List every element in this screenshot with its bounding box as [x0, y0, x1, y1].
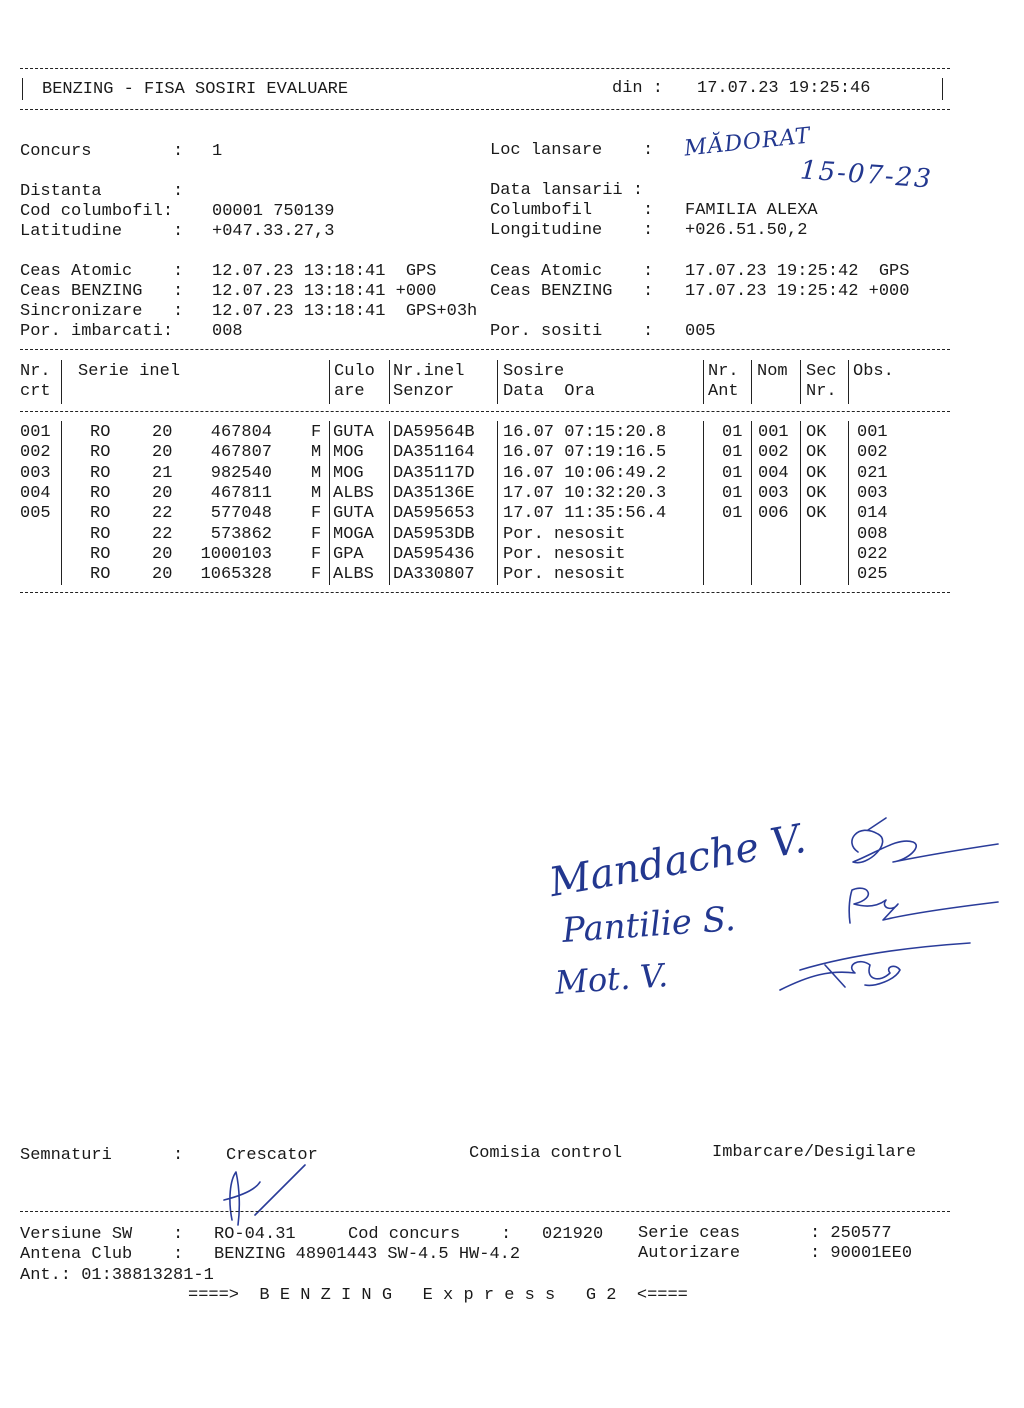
signature-scribble-1 — [838, 812, 1008, 882]
cell-nom: 002 — [758, 443, 789, 463]
table-bottom-dashed-line — [20, 592, 950, 593]
cell-color: GUTA — [333, 423, 374, 442]
cell-ring: 573862 — [210, 524, 272, 544]
signature-name-3: Mot. V. — [553, 956, 670, 1002]
cell-sex: F — [311, 524, 322, 544]
cell-obs: 001 — [857, 423, 888, 442]
sincronizare-value: 12.07.23 13:18:41 GPS+03h — [212, 302, 478, 321]
benzing-express-banner: ====> B E N Z I N G E x p r e s s G 2 <==== — [188, 1286, 688, 1305]
date-label: din : — [612, 79, 664, 98]
cell-obs: 025 — [857, 565, 888, 585]
autorizare-label: Autorizare — [638, 1244, 741, 1263]
cell-sec: OK — [806, 463, 827, 483]
versiune-value: RO-04.31 — [214, 1225, 296, 1244]
cell-nr: 001 — [20, 423, 51, 442]
cell-sensor: DA35117D — [393, 463, 475, 483]
cell-nr: 005 — [20, 504, 51, 524]
columbofil-value: FAMILIA ALEXA — [685, 201, 818, 220]
body-sep-ant — [751, 421, 752, 585]
th-nr: Nr. — [20, 362, 51, 381]
ceas-atomic-end-value: 17.07.23 19:25:42 GPS — [685, 262, 910, 281]
signature-name-1: Mandache V. — [545, 815, 810, 907]
cell-arrival: 17.07 11:35:56.4 — [503, 504, 667, 524]
cell-nom: 004 — [758, 463, 789, 483]
longitudine-value: +026.51.50,2 — [685, 221, 808, 240]
th-are: are — [334, 382, 365, 401]
col-sep-nom — [800, 360, 801, 404]
cell-ant: 01 — [722, 504, 743, 524]
ceas-benzing-end-value: 17.07.23 19:25:42 +000 — [685, 282, 910, 301]
col-sep-sosire — [703, 360, 704, 404]
th-nr-ant: Nr. — [708, 362, 739, 381]
cell-country: RO — [90, 504, 111, 524]
versiune-label: Versiune SW : — [20, 1225, 184, 1244]
cell-year: 20 — [152, 423, 173, 442]
th-culo: Culo — [334, 362, 375, 381]
cell-obs: 003 — [857, 483, 888, 503]
header-right-bar — [942, 78, 943, 100]
cell-sensor: DA5953DB — [393, 524, 475, 544]
header-left-bar — [22, 78, 23, 100]
cell-ring: 467804 — [210, 423, 272, 442]
th-nom: Nom — [757, 362, 788, 381]
body-sep-inel — [497, 421, 498, 585]
th-serie-inel: Serie inel — [78, 362, 181, 381]
cell-country: RO — [90, 565, 111, 585]
cell-sensor: DA59564B — [393, 423, 475, 442]
por-imbarcati-label: Por. imbarcati: — [20, 322, 174, 341]
cell-ring: 1000103 — [200, 544, 272, 564]
cell-year: 22 — [152, 504, 173, 524]
cell-nom: 003 — [758, 483, 789, 503]
columbofil-label: Columbofil : — [490, 201, 654, 220]
cell-year: 20 — [152, 483, 173, 503]
footer-dashed-line — [20, 1211, 950, 1212]
signature-name-2: Pantilie S. — [560, 898, 737, 952]
body-sep-nom — [800, 421, 801, 585]
cell-sec: OK — [806, 504, 827, 524]
cod-concurs-value: 021920 — [542, 1225, 604, 1244]
cell-year: 21 — [152, 463, 173, 483]
cell-ant: 01 — [722, 483, 743, 503]
cell-year: 20 — [152, 544, 173, 564]
cod-columbofil-value: 00001 750139 — [212, 202, 335, 221]
cell-sex: F — [311, 544, 322, 564]
date-value: 17.07.23 19:25:46 — [697, 79, 871, 98]
col-sep-serie — [329, 360, 330, 404]
cell-sex: F — [311, 565, 322, 585]
cell-obs: 008 — [857, 524, 888, 544]
ceas-benzing-start-label: Ceas BENZING : — [20, 282, 184, 301]
cell-ant: 01 — [722, 423, 743, 442]
table-header-dashed-line — [20, 411, 950, 412]
antena-value: BENZING 48901443 SW-4.5 HW-4.2 — [214, 1245, 521, 1264]
cod-columbofil-label: Cod columbofil: — [20, 202, 174, 221]
cell-nom: 001 — [758, 423, 789, 442]
cell-arrival: 16.07 10:06:49.2 — [503, 463, 667, 483]
semnaturi-label: Semnaturi : — [20, 1146, 184, 1165]
cell-obs: 021 — [857, 463, 888, 483]
th-senzor: Senzor — [393, 382, 455, 401]
ceas-atomic-end-label: Ceas Atomic : — [490, 262, 654, 281]
body-sep-serie — [329, 421, 330, 585]
cell-country: RO — [90, 544, 111, 564]
autorizare-value: : 90001EE0 — [810, 1244, 913, 1263]
signature-scribble-3 — [770, 935, 980, 1005]
serie-ceas-value: : 250577 — [810, 1224, 892, 1243]
cell-nom: 006 — [758, 504, 789, 524]
cell-color: MOG — [333, 463, 364, 483]
cell-sex: F — [311, 504, 322, 524]
cell-color: ALBS — [333, 483, 374, 503]
cell-obs: 014 — [857, 504, 888, 524]
cell-arrival: Por. nesosit — [503, 524, 626, 544]
cell-sex: M — [311, 483, 322, 503]
longitudine-label: Longitudine : — [490, 221, 654, 240]
cell-ring: 577048 — [210, 504, 272, 524]
por-sositi-label: Por. sositi : — [490, 322, 654, 341]
cell-arrival: 17.07 10:32:20.3 — [503, 483, 667, 503]
comisia-label: Comisia control — [469, 1144, 623, 1163]
handwritten-loc-lansare: MĂDORAT — [683, 123, 812, 162]
sincronizare-label: Sincronizare : — [20, 302, 184, 321]
th-nr-inel: Nr.inel — [393, 362, 465, 381]
cell-color: GUTA — [333, 504, 374, 524]
doc-title: BENZING - FISA SOSIRI EVALUARE — [42, 80, 349, 99]
header-bottom-dashed-line — [20, 109, 950, 110]
ant-line: Ant.: 01:38813281-1 — [20, 1266, 214, 1285]
handwritten-data-lansarii: 15-07-23 — [799, 155, 934, 195]
imbarcare-label: Imbarcare/Desigilare — [712, 1143, 917, 1162]
th-ant: Ant — [708, 382, 739, 401]
cell-arrival: 16.07 07:15:20.8 — [503, 423, 667, 442]
cell-arrival: 16.07 07:19:16.5 — [503, 443, 667, 463]
cell-ring: 467807 — [210, 443, 272, 463]
cell-country: RO — [90, 423, 111, 442]
th-obs: Obs. — [853, 362, 894, 381]
cell-ant: 01 — [722, 443, 743, 463]
concurs-value: 1 — [212, 142, 223, 161]
signature-scribble-2 — [838, 878, 1008, 938]
cell-country: RO — [90, 483, 111, 503]
th-sec-nr: Nr. — [806, 382, 837, 401]
cell-sec: OK — [806, 483, 827, 503]
cell-obs: 022 — [857, 544, 888, 564]
serie-ceas-label: Serie ceas — [638, 1224, 741, 1243]
cell-sex: M — [311, 463, 322, 483]
cell-country: RO — [90, 443, 111, 463]
latitudine-label: Latitudine : — [20, 222, 184, 241]
loc-lansare-label: Loc lansare : — [490, 141, 654, 160]
cell-year: 22 — [152, 524, 173, 544]
cell-color: ALBS — [333, 565, 374, 585]
cell-nr: 002 — [20, 443, 51, 463]
cell-country: RO — [90, 524, 111, 544]
cell-sex: M — [311, 443, 322, 463]
col-sep-inel — [497, 360, 498, 404]
cell-sensor: DA595653 — [393, 504, 475, 524]
cell-sensor: DA595436 — [393, 544, 475, 564]
col-sep-ant — [751, 360, 752, 404]
ceas-benzing-start-value: 12.07.23 13:18:41 +000 — [212, 282, 437, 301]
cell-color: GPA — [333, 544, 364, 564]
cell-year: 20 — [152, 565, 173, 585]
body-sep-culoare — [389, 421, 390, 585]
cell-country: RO — [90, 463, 111, 483]
col-sep-nr — [61, 360, 62, 404]
cell-sensor: DA351164 — [393, 443, 475, 463]
cell-sec: OK — [806, 423, 827, 442]
por-sositi-value: 005 — [685, 322, 716, 341]
cell-ant: 01 — [722, 463, 743, 483]
crescator-label: Crescator — [226, 1146, 318, 1165]
ceas-atomic-start-label: Ceas Atomic : — [20, 262, 184, 281]
cell-ring: 982540 — [210, 463, 272, 483]
cell-color: MOGA — [333, 524, 374, 544]
th-crt: crt — [20, 382, 51, 401]
col-sep-culoare — [389, 360, 390, 404]
th-sosire: Sosire — [503, 362, 565, 381]
cell-ring: 467811 — [210, 483, 272, 503]
cell-sensor: DA330807 — [393, 565, 475, 585]
concurs-label: Concurs : — [20, 142, 184, 161]
col-sep-sec — [848, 360, 849, 404]
cod-concurs-label: Cod concurs : — [348, 1225, 512, 1244]
cell-arrival: Por. nesosit — [503, 565, 626, 585]
cell-sensor: DA35136E — [393, 483, 475, 503]
cell-sex: F — [311, 423, 322, 442]
cell-obs: 002 — [857, 443, 888, 463]
body-sep-sec — [848, 421, 849, 585]
por-imbarcati-value: 008 — [212, 322, 243, 341]
th-sec: Sec — [806, 362, 837, 381]
distanta-label: Distanta : — [20, 182, 184, 201]
body-sep-sosire — [703, 421, 704, 585]
data-lansarii-label: Data lansarii : — [490, 181, 644, 200]
cell-ring: 1065328 — [200, 565, 272, 585]
ceas-benzing-end-label: Ceas BENZING : — [490, 282, 654, 301]
antena-label: Antena Club : — [20, 1245, 184, 1264]
cell-sec: OK — [806, 443, 827, 463]
cell-year: 20 — [152, 443, 173, 463]
table-top-dashed-line — [20, 349, 950, 350]
th-data-ora: Data Ora — [503, 382, 595, 401]
cell-color: MOG — [333, 443, 364, 463]
ceas-atomic-start-value: 12.07.23 13:18:41 GPS — [212, 262, 437, 281]
cell-nr: 004 — [20, 483, 51, 503]
top-dashed-line — [20, 68, 950, 69]
body-sep-nr — [61, 421, 62, 585]
cell-arrival: Por. nesosit — [503, 544, 626, 564]
cell-nr: 003 — [20, 463, 51, 483]
latitudine-value: +047.33.27,3 — [212, 222, 335, 241]
crescator-signature — [210, 1160, 320, 1230]
